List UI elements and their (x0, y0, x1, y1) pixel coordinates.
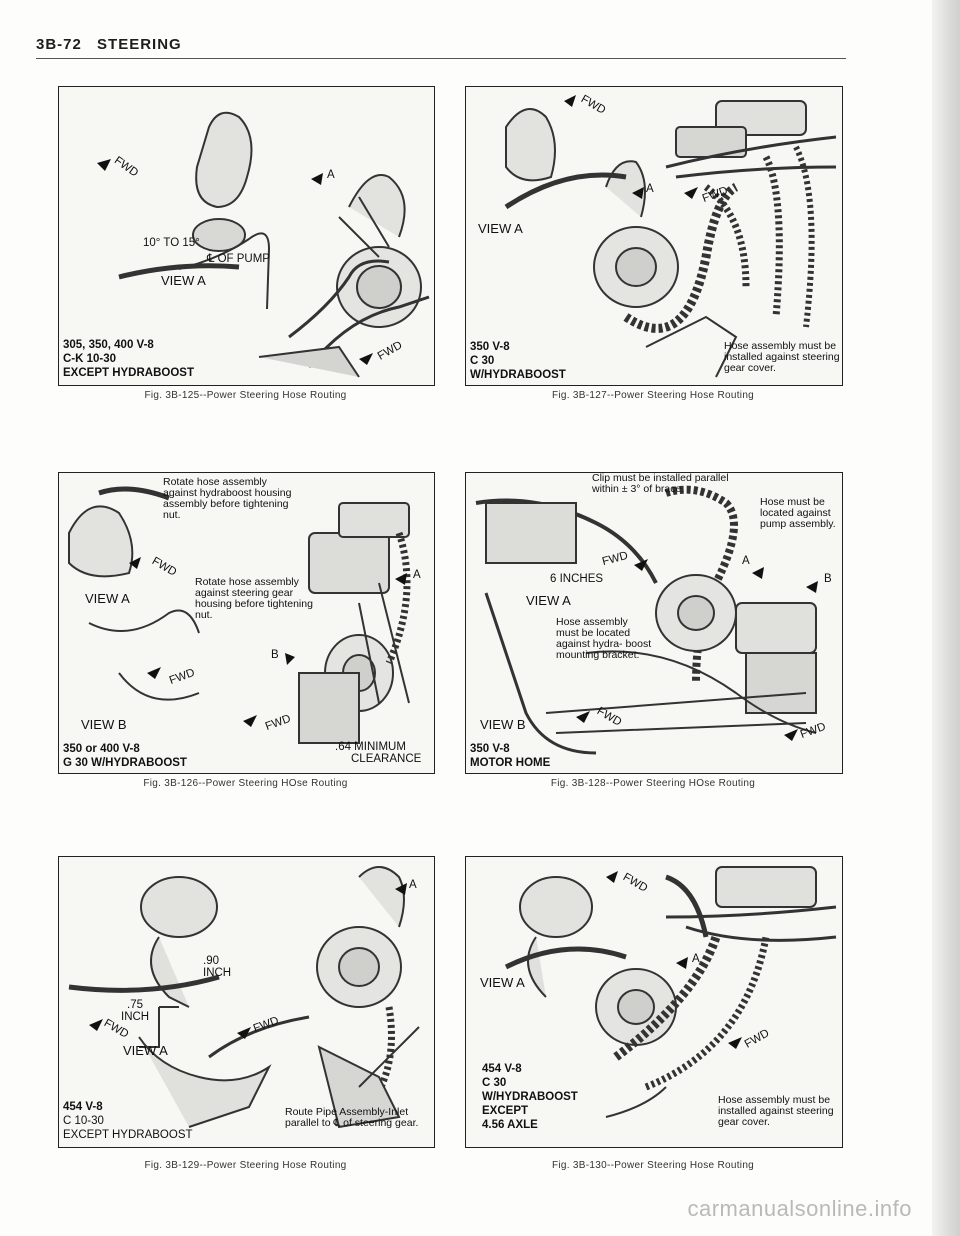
callout-note: Rotate hose assembly against hydraboost housing assembly before tightening nut. (163, 476, 292, 521)
fwd-label: FWD (578, 93, 608, 117)
fwd-label: FWD (101, 1017, 131, 1041)
view-marker-a: A (692, 953, 700, 965)
engine-label: W/HYDRABOOST (470, 369, 566, 381)
view-marker-a: A (742, 555, 750, 567)
dimension-label: INCH (121, 1011, 150, 1023)
centerline-label: ℄ OF PUMP (207, 253, 270, 265)
figure-3b-126 (58, 472, 435, 774)
figure-caption: Fig. 3B-126--Power Steering HOse Routing (143, 778, 348, 789)
view-a-label: VIEW A (161, 273, 206, 288)
angle-label: 10° TO 15° (143, 237, 200, 249)
dimension-label: .75 (127, 999, 143, 1011)
watermark: carmanualsonline.info (687, 1196, 912, 1221)
page-header (36, 36, 182, 53)
section-title: STEERING (97, 36, 182, 53)
figure-caption: Fig. 3B-127--Power Steering Hose Routing (551, 390, 755, 401)
clearance-label: .64 MINIMUM (335, 741, 406, 753)
view-b-label: VIEW B (480, 717, 526, 732)
dimension-label: INCH (203, 967, 232, 979)
view-a-label: VIEW A (85, 591, 130, 606)
engine-label: C-K 10-30 (63, 353, 117, 365)
engine-label: 350 or 400 V-8 (63, 743, 140, 755)
page-edge-shadow (932, 0, 960, 1236)
figure-caption: Fig. 3B-129--Power Steering Hose Routing (144, 1160, 347, 1171)
view-marker-a: A (409, 879, 417, 891)
dimension-label: 6 INCHES (550, 573, 604, 585)
fwd-label: FWD (594, 705, 624, 729)
figure-3b-125 (58, 86, 435, 386)
figure-caption: Fig. 3B-130--Power Steering Hose Routing (551, 1160, 755, 1171)
callout-note: Rotate hose assembly against steering gear housing before tightening nut. (195, 576, 313, 621)
view-marker-a: A (646, 183, 654, 195)
view-a-label: VIEW A (480, 975, 525, 990)
callout-note: Hose must be located against pump assembly. (760, 496, 836, 530)
view-a-label: VIEW A (123, 1043, 168, 1058)
figure-caption: Fig. 3B-128--Power Steering HOse Routing (550, 778, 756, 789)
engine-label: C 30 (482, 1077, 507, 1089)
fwd-label: FWD (167, 666, 197, 688)
engine-label: EXCEPT HYDRABOOST (63, 367, 194, 379)
view-a-label: VIEW A (526, 593, 571, 608)
figure-3b-128 (465, 472, 843, 774)
engine-label: EXCEPT HYDRABOOST (63, 1129, 193, 1141)
engine-label: 454 V-8 (63, 1101, 103, 1113)
engine-label: C 10-30 (63, 1115, 104, 1127)
view-marker-a: A (413, 569, 421, 581)
fwd-label: FWD (798, 720, 828, 742)
callout-note: Hose assembly must be installed against steering gear cover. (724, 340, 840, 374)
callout-note: Hose assembly must be located against hydra- boost mounting bracket. (556, 616, 652, 661)
fwd-label: FWD (742, 1027, 772, 1051)
figure-3b-130 (465, 856, 843, 1148)
fwd-label: FWD (251, 1014, 281, 1036)
view-marker-a: A (327, 169, 335, 181)
engine-label: 454 V-8 (482, 1063, 522, 1075)
view-marker-b: B (824, 573, 832, 585)
page-number: 3B-72 (36, 36, 82, 53)
illustration-3b-129 (59, 857, 434, 1147)
fwd-label: FWD (375, 339, 405, 363)
figure-3b-129 (58, 856, 435, 1148)
fwd-label: FWD (620, 871, 650, 895)
engine-label: 305, 350, 400 V-8 (63, 339, 154, 351)
engine-label: G 30 W/HYDRABOOST (63, 757, 187, 769)
view-b-label: VIEW B (81, 717, 127, 732)
header-rule (36, 58, 846, 59)
engine-label: 350 V-8 (470, 743, 510, 755)
engine-label: W/HYDRABOOST (482, 1091, 578, 1103)
engine-label: C 30 (470, 355, 495, 367)
engine-label: 4.56 AXLE (482, 1119, 538, 1131)
figure-3b-127 (465, 86, 843, 386)
engine-label: MOTOR HOME (470, 757, 551, 769)
fwd-label: FWD (700, 184, 730, 206)
view-marker-b: B (271, 649, 279, 661)
view-a-label: VIEW A (478, 221, 523, 236)
dimension-label: .90 (203, 955, 219, 967)
fwd-label: FWD (111, 154, 141, 180)
fwd-label: FWD (600, 549, 630, 569)
engine-label: EXCEPT (482, 1105, 529, 1117)
fwd-label: FWD (263, 712, 293, 734)
clearance-label: CLEARANCE (351, 753, 422, 765)
engine-label: 350 V-8 (470, 341, 510, 353)
figure-caption: Fig. 3B-125--Power Steering Hose Routing (144, 390, 347, 401)
clip-note: Clip must be installed parallel within ± 3° of brace. (592, 472, 729, 495)
fwd-label: FWD (149, 555, 179, 579)
callout-note: Route Pipe Assembly-Inlet parallel to ℄ of steering gear. (285, 1106, 419, 1129)
callout-note: Hose assembly must be installed against steering gear cover. (718, 1094, 834, 1128)
